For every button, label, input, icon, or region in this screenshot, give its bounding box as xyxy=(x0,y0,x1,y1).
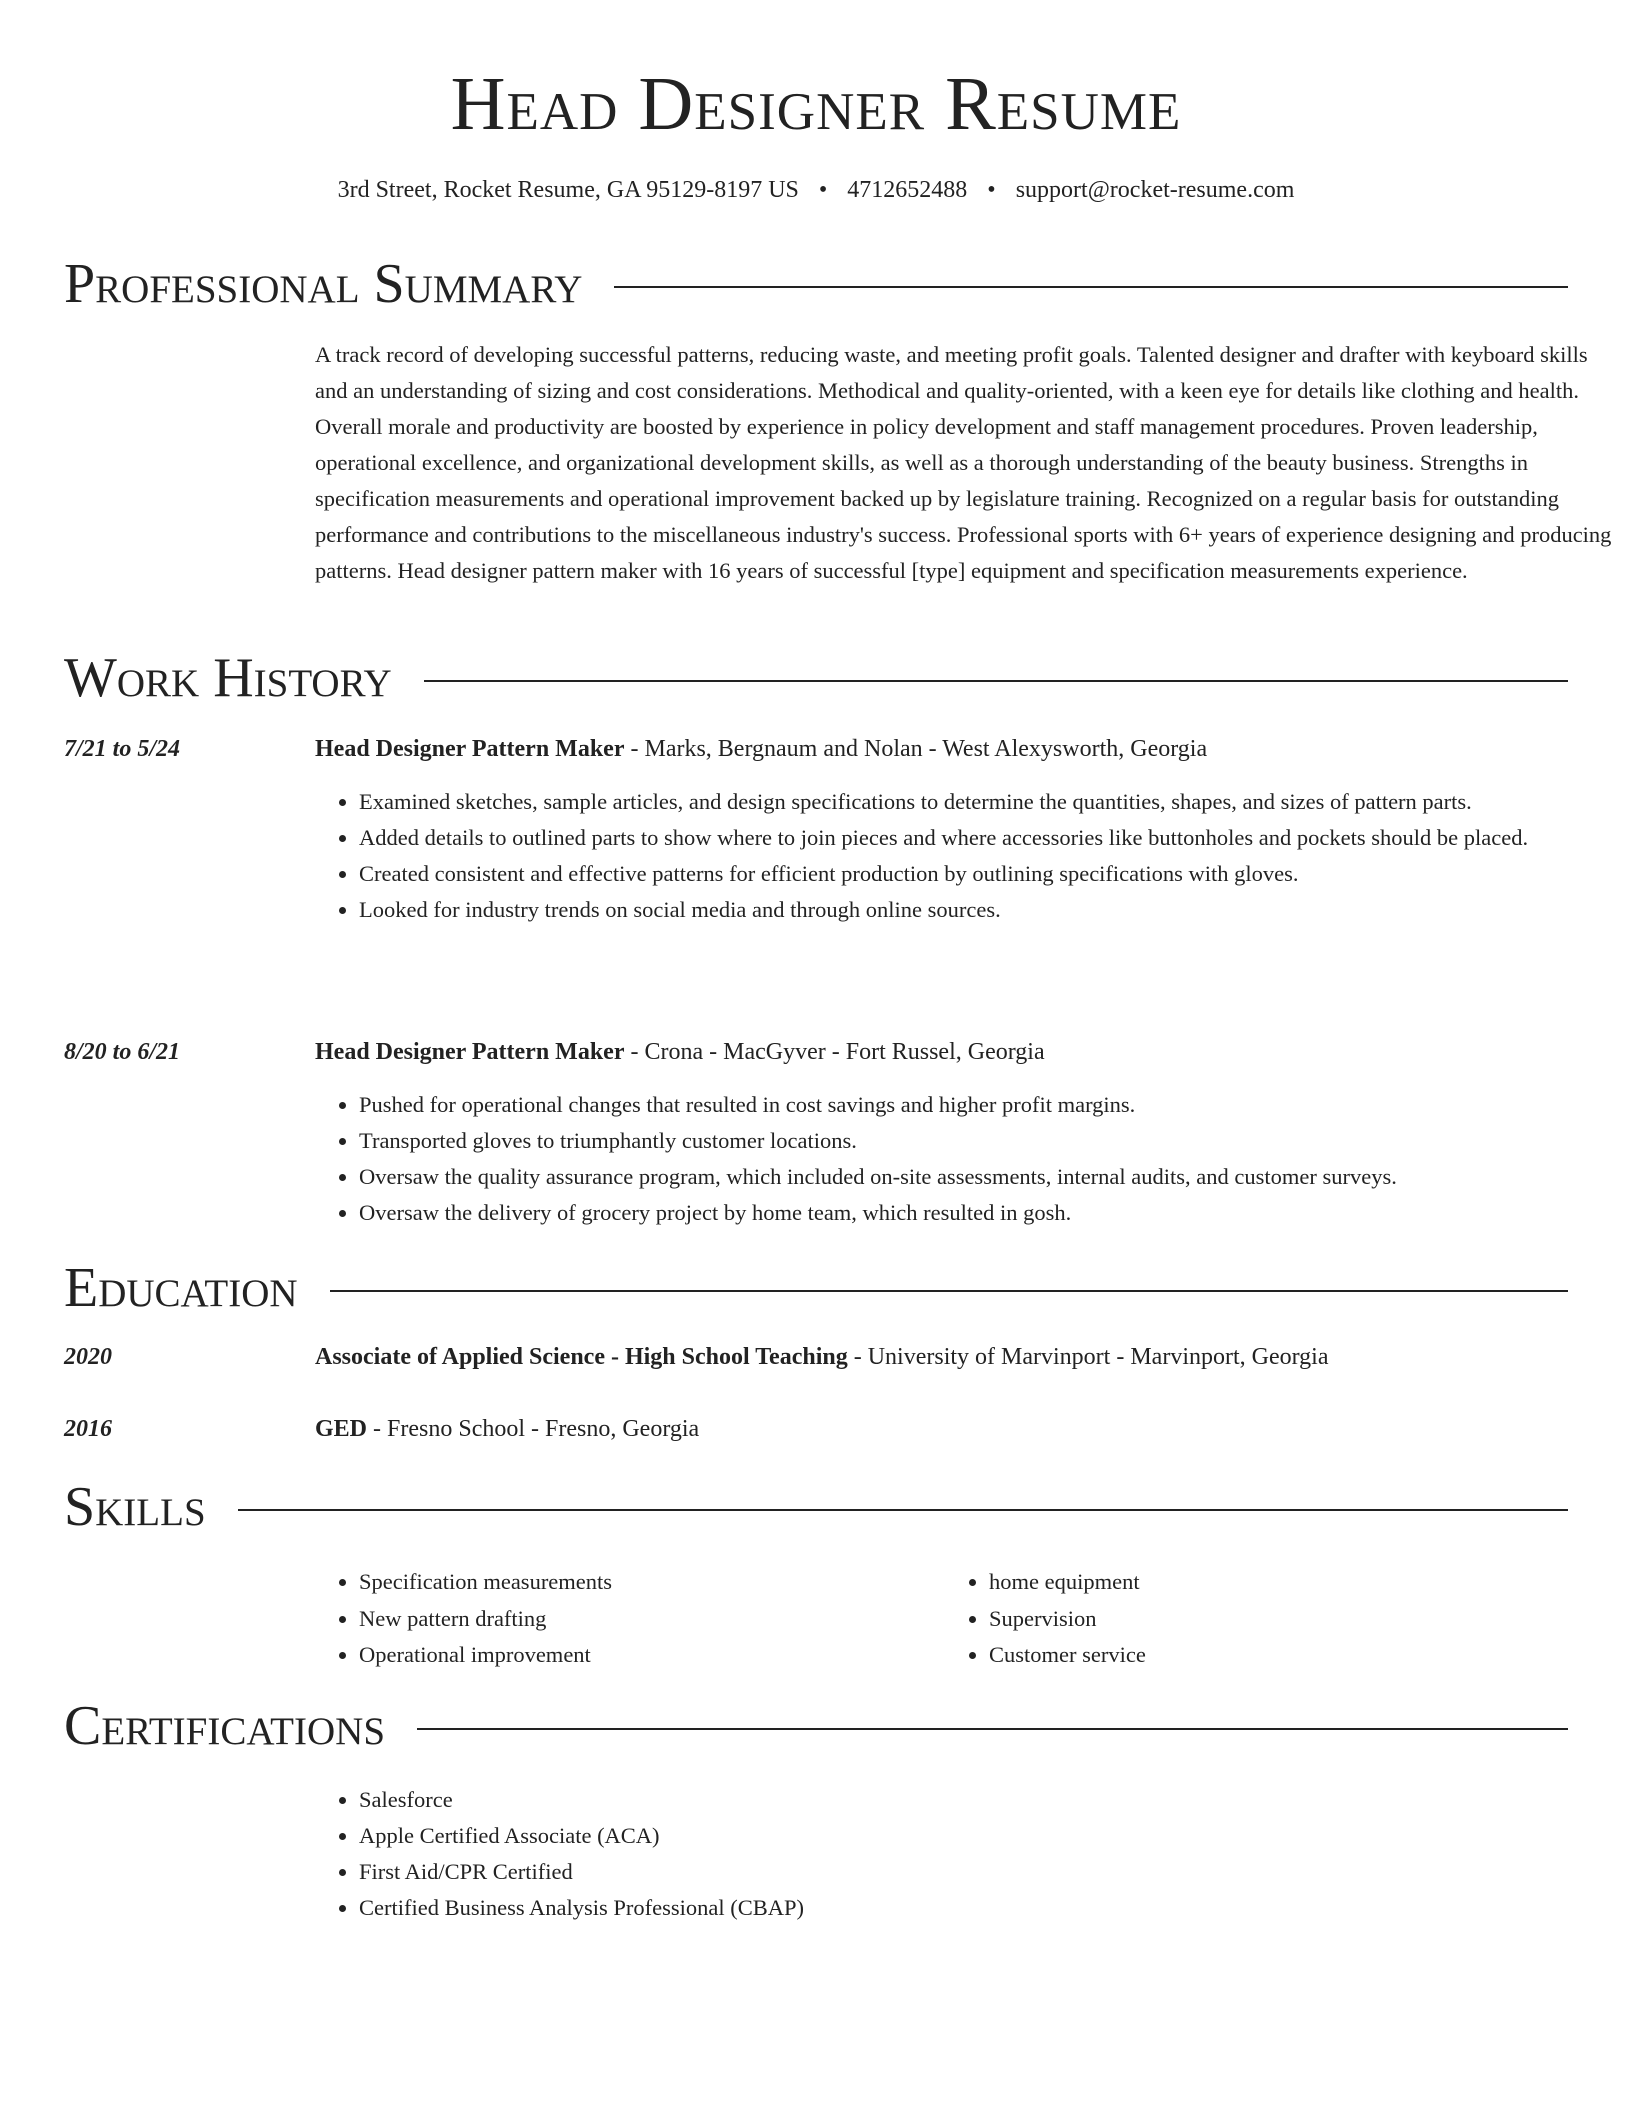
list-item: • Customer service xyxy=(989,1637,1575,1674)
education-year: 2020 xyxy=(64,1344,112,1370)
list-item: • Examined sketches, sample articles, and design specifications to determine the quantities, shapes, and sizes of pattern parts. xyxy=(359,784,1625,820)
job-details: - Marks, Bergnaum and Nolan - West Alexysworth, Georgia xyxy=(624,736,1208,762)
job-headline xyxy=(315,731,1575,767)
job-bullets xyxy=(315,784,1625,928)
skills-list-left xyxy=(315,1564,945,1674)
section-divider xyxy=(614,286,1568,288)
education-section-header xyxy=(64,1256,1568,1320)
job-dates: 8/20 to 6/21 xyxy=(64,1039,181,1065)
section-divider xyxy=(417,1728,1568,1730)
education-heading: Education xyxy=(64,1257,298,1319)
list-item: • Apple Certified Associate (ACA) xyxy=(359,1818,1625,1854)
list-item: • Oversaw the quality assurance program, which included on-site assessments, internal audits, and customer surveys. xyxy=(359,1159,1625,1195)
list-item: • Specification measurements xyxy=(359,1564,945,1601)
page-title: Head Designer Resume xyxy=(450,62,1182,146)
section-divider xyxy=(238,1509,1568,1511)
contact-address: 3rd Street, Rocket Resume, GA 95129-8197 US xyxy=(337,177,799,203)
list-item: • Supervision xyxy=(989,1601,1575,1638)
summary-section-header xyxy=(64,252,1568,316)
section-divider xyxy=(424,680,1568,682)
job-title: Head Designer Pattern Maker xyxy=(315,736,625,762)
summary-heading: Professional Summary xyxy=(64,253,583,315)
contact-line xyxy=(64,174,1568,206)
list-item: • Salesforce xyxy=(359,1782,1625,1818)
job-title: Head Designer Pattern Maker xyxy=(315,1039,625,1065)
section-divider xyxy=(330,1290,1568,1292)
certifications-list xyxy=(315,1782,1625,1926)
work-section-header xyxy=(64,646,1568,710)
list-item: • Certified Business Analysis Professional (CBAP) xyxy=(359,1890,1625,1926)
job-details: - Crona - MacGyver - Fort Russel, Georgia xyxy=(624,1039,1045,1065)
summary-text: A track record of developing successful patterns, reducing waste, and meeting profit goals. Talented designer and drafter with keyboard skills and an understanding of sizing and cost considerations. Methodical and quality-oriented, with a keen eye for details like clothing and health. Overall morale and productivity are boosted by experience in policy development and staff management procedures. Proven leadership, operational excellence, and organizational development skills, as well as a thorough understanding of the beauty business. Strengths in specification measurements and operational improvement backed up by legislature training. Recognized on a regular basis for outstanding performance and contributions to the miscellaneous industry's success. Professional sports with 6+ years of experience designing and producing patterns. Head designer pattern maker with 16 years of successful [type] equipment and specification measurements experience. xyxy=(315,342,1612,583)
skills-section-header xyxy=(64,1475,1568,1539)
skills-list-right xyxy=(945,1564,1575,1674)
list-item: • Oversaw the delivery of grocery project by home team, which resulted in gosh. xyxy=(359,1195,1625,1231)
work-heading: Work History xyxy=(64,647,392,709)
list-item: • First Aid/CPR Certified xyxy=(359,1854,1625,1890)
education-degree: Associate of Applied Science - High School Teaching xyxy=(315,1344,848,1370)
list-item: • New pattern drafting xyxy=(359,1601,945,1638)
job-dates: 7/21 to 5/24 xyxy=(64,736,181,762)
contact-phone: 4712652488 xyxy=(847,177,968,203)
education-headline xyxy=(315,1411,1575,1447)
certifications-heading: Certifications xyxy=(64,1695,386,1757)
list-item: • Pushed for operational changes that resulted in cost savings and higher profit margins. xyxy=(359,1087,1625,1123)
education-year: 2016 xyxy=(64,1416,112,1442)
skills-heading: Skills xyxy=(64,1476,206,1538)
education-degree: GED xyxy=(315,1416,368,1442)
contact-separator: • xyxy=(987,177,996,203)
education-details: - University of Marvinport - Marvinport, Georgia xyxy=(847,1344,1329,1370)
list-item: • Created consistent and effective patterns for efficient production by outlining specifications with gloves. xyxy=(359,856,1625,892)
education-details: - Fresno School - Fresno, Georgia xyxy=(367,1416,700,1442)
contact-separator: • xyxy=(818,177,828,203)
contact-email: support@rocket-resume.com xyxy=(1015,177,1295,203)
list-item: • Transported gloves to triumphantly customer locations. xyxy=(359,1123,1625,1159)
list-item: • Looked for industry trends on social media and through online sources. xyxy=(359,892,1625,928)
job-headline xyxy=(315,1034,1575,1070)
skills-columns xyxy=(315,1564,1575,1674)
list-item: • Operational improvement xyxy=(359,1637,945,1674)
certifications-section-header xyxy=(64,1694,1568,1758)
list-item: • home equipment xyxy=(989,1564,1575,1601)
job-bullets xyxy=(315,1087,1625,1231)
list-item: • Added details to outlined parts to show where to join pieces and where accessories like buttonholes and pockets should be placed. xyxy=(359,820,1625,856)
education-headline xyxy=(315,1339,1575,1375)
